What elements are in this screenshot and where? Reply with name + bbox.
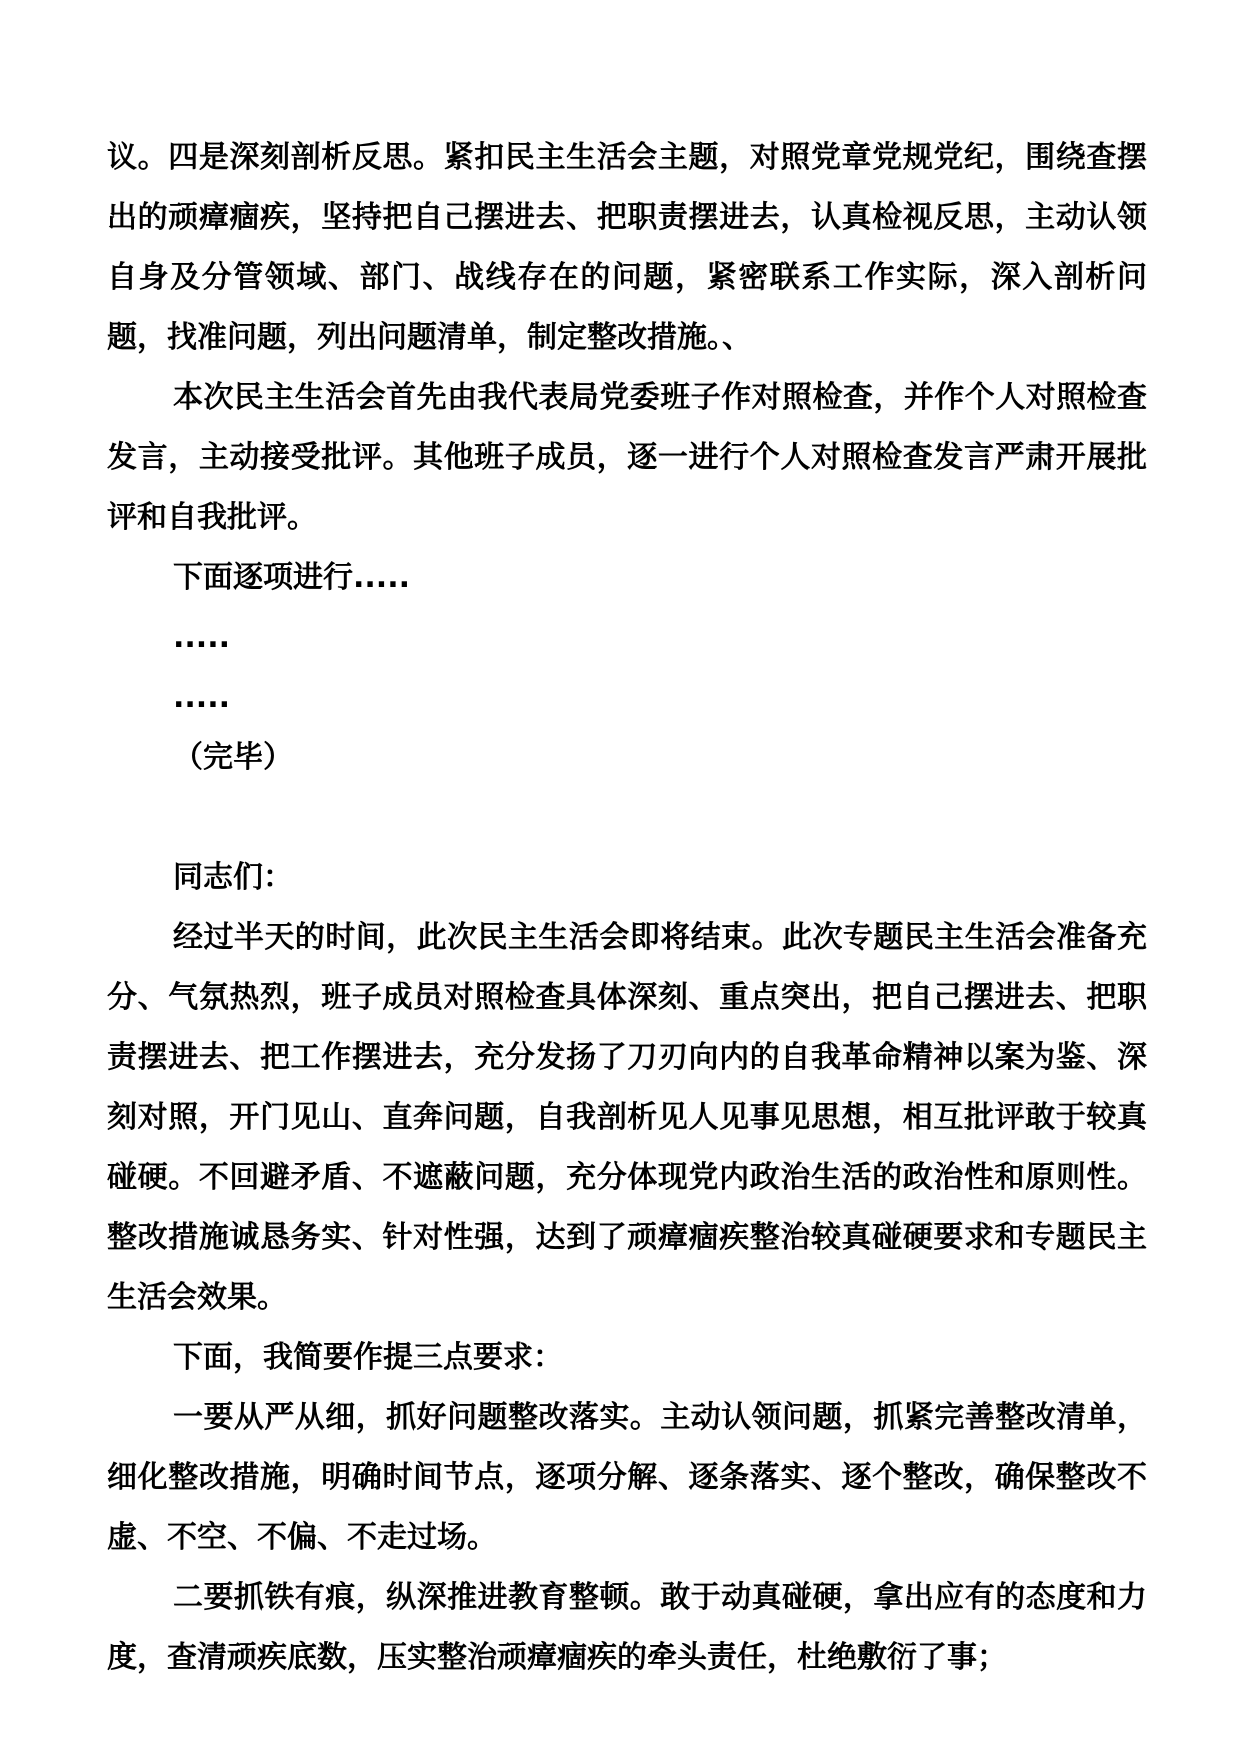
section-spacer (107, 788, 1147, 848)
paragraph-ellipsis-1: ..... (173, 620, 230, 655)
paragraph-end-mark: （完毕） (173, 740, 293, 775)
paragraph-summary: 经过半天的时间，此次民主生活会即将结束。此次专题民主生活会准备充分、气氛热烈，班子成员对照检查具体深刻、重点突出，把自己摆进去、把职责摆进去、把工作摆进去，充分发扬了刀刃向内的自我革命精神以案为鉴、深刻对照，开门见山、直奔问题，自我剖析见人见事见思想，相互批评敢于较真碰硬。不回避矛盾、不遮蔽问题，充分体现党内政治生活的政治性和原则性。整改措施诚恳务实、针对性强，达到了顽瘴痼疾整治较真碰硬要求和专题民主生活会效果。 (107, 920, 1147, 1315)
document-body (107, 128, 1147, 1688)
paragraph-meeting-procedure: 本次民主生活会首先由我代表局党委班子作对照检查，并作个人对照检查发言，主动接受批评。其他班子成员，逐一进行个人对照检查发言严肃开展批评和自我批评。 (107, 380, 1147, 535)
paragraph-ellipsis-2: ..... (173, 680, 230, 715)
paragraph-analysis-continued: 议。四是深刻剖析反思。紧扣民主生活会主题，对照党章党规党纪，围绕查摆出的顽瘴痼疾，坚持把自己摆进去、把职责摆进去，认真检视反思，主动认领自身及分管领域、部门、战线存在的问题，紧密联系工作实际，深入剖析问题，找准问题，列出问题清单，制定整改措施。、 (107, 140, 1147, 355)
paragraph-requirement-2: 二要抓铁有痕，纵深推进教育整顿。敢于动真碰硬，拿出应有的态度和力度，查清顽疾底数，压实整治顽瘴痼疾的牵头责任，杜绝敷衍了事； (107, 1580, 1147, 1675)
paragraph-requirement-1: 一要从严从细，抓好问题整改落实。主动认领问题，抓紧完善整改清单，细化整改措施，明确时间节点，逐项分解、逐条落实、逐个整改，确保整改不虚、不空、不偏、不走过场。 (107, 1400, 1147, 1555)
paragraph-salutation: 同志们： (173, 860, 293, 895)
paragraph-item-by-item: 下面逐项进行..... (173, 560, 410, 595)
paragraph-requirements-intro: 下面，我简要作提三点要求： (173, 1340, 563, 1375)
